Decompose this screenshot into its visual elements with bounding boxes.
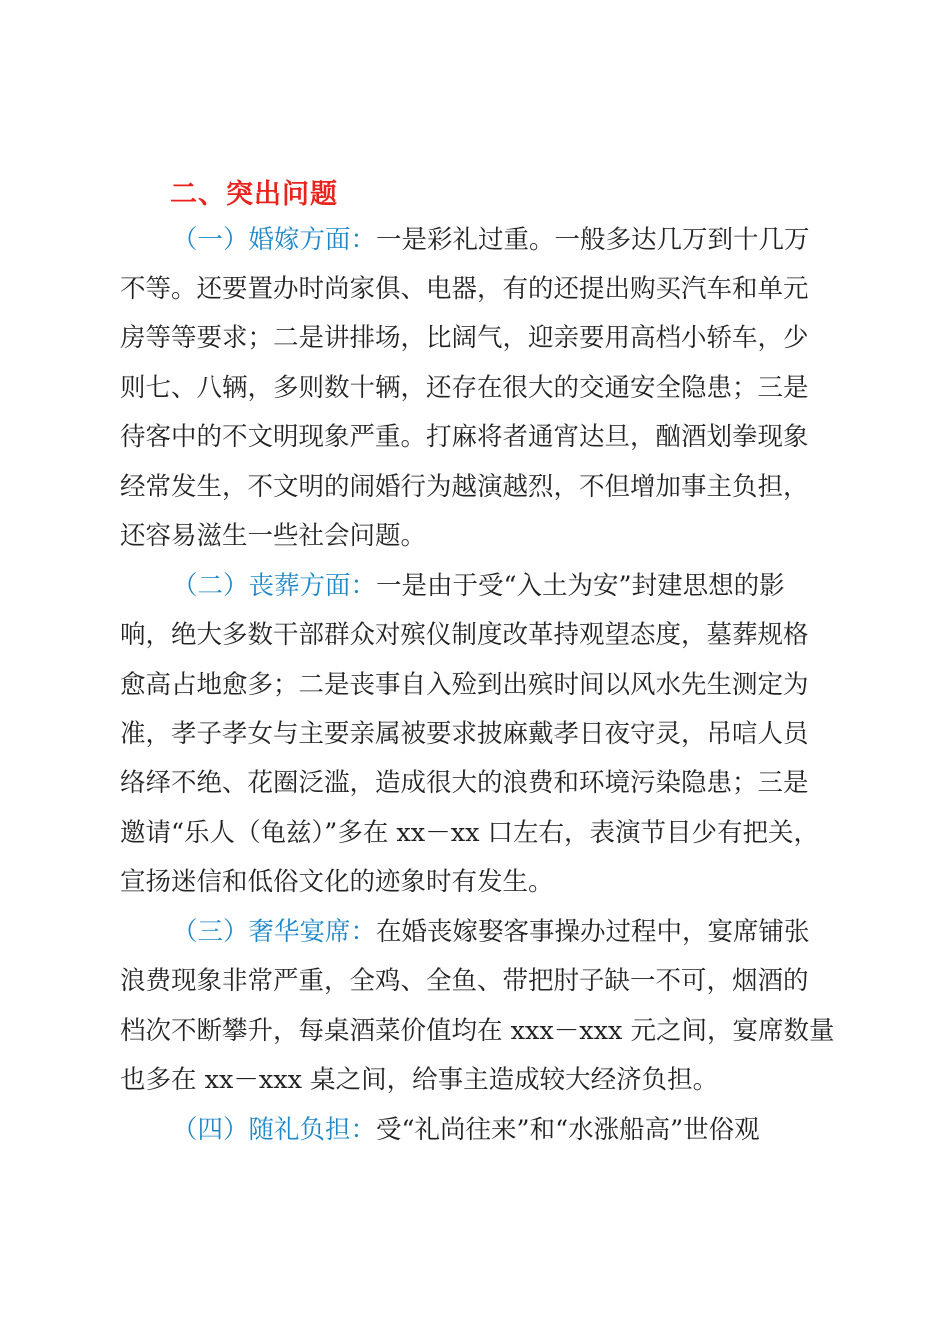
paragraph-line: 络绎不绝、花圈泛滥，造成很大的浪费和环境污染隐患；三是 — [120, 768, 809, 798]
paragraph-line: 待客中的不文明现象严重。打麻将者通宵达旦，酗酒划拳现象 — [120, 422, 809, 452]
line-text: 一是彩礼过重。一般多达几万到十几万 — [376, 225, 810, 255]
paragraph-line: 则七、八辆，多则数十辆，还存在很大的交通安全隐患；三是 — [120, 373, 809, 403]
paragraph-line: 邀请“乐人（龟兹）”多在 xx－xx 口左右，表演节目少有把关， — [120, 818, 820, 848]
paragraph-line: 响，绝大多数干部群众对殡仪制度改革持观望态度，墓葬规格 — [120, 620, 809, 650]
paragraph-line: 准，孝子孝女与主要亲属被要求披麻戴孝日夜守灵，吊唁人员 — [120, 719, 809, 749]
paragraph-line — [172, 914, 810, 950]
paragraph-line: 宣扬迷信和低俗文化的迹象时有发生。 — [120, 867, 554, 897]
paragraph-label: （一）婚嫁方面： — [172, 225, 377, 255]
paragraph-label: （二）丧葬方面： — [172, 571, 377, 601]
paragraph-line: 愈高占地愈多；二是丧事自入殓到出殡时间以风水先生测定为 — [120, 670, 809, 700]
line-text: 在婚丧嫁娶客事操办过程中，宴席铺张 — [376, 917, 810, 947]
paragraph-line — [172, 222, 810, 258]
paragraph-line — [172, 1112, 760, 1148]
paragraph-line: 不等。还要置办时尚家俱、电器，有的还提出购买汽车和单元 — [120, 274, 809, 304]
paragraph-label: （四）随礼负担： — [172, 1115, 377, 1145]
paragraph-label: （三）奢华宴席： — [172, 917, 377, 947]
paragraph-line: 浪费现象非常严重，全鸡、全鱼、带把肘子缺一不可，烟酒的 — [120, 966, 809, 996]
paragraph-line: 经常发生，不文明的闹婚行为越演越烈，不但增加事主负担， — [120, 472, 809, 502]
line-text: 一是由于受“入土为安”封建思想的影 — [376, 571, 785, 601]
paragraph-line: 也多在 xx－xxx 桌之间，给事主造成较大经济负担。 — [120, 1065, 719, 1095]
line-text: 受“礼尚往来”和“水涨船高”世俗观 — [376, 1115, 760, 1145]
paragraph-line: 还容易滋生一些社会问题。 — [120, 521, 427, 551]
paragraph-line: 房等等要求；二是讲排场，比阔气，迎亲要用高档小轿车，少 — [120, 323, 809, 353]
section-heading: 二、突出问题 — [170, 179, 338, 210]
paragraph-line: 档次不断攀升，每桌酒菜价值均在 xxx－xxx 元之间，宴席数量 — [120, 1016, 835, 1046]
paragraph-line — [172, 568, 785, 604]
